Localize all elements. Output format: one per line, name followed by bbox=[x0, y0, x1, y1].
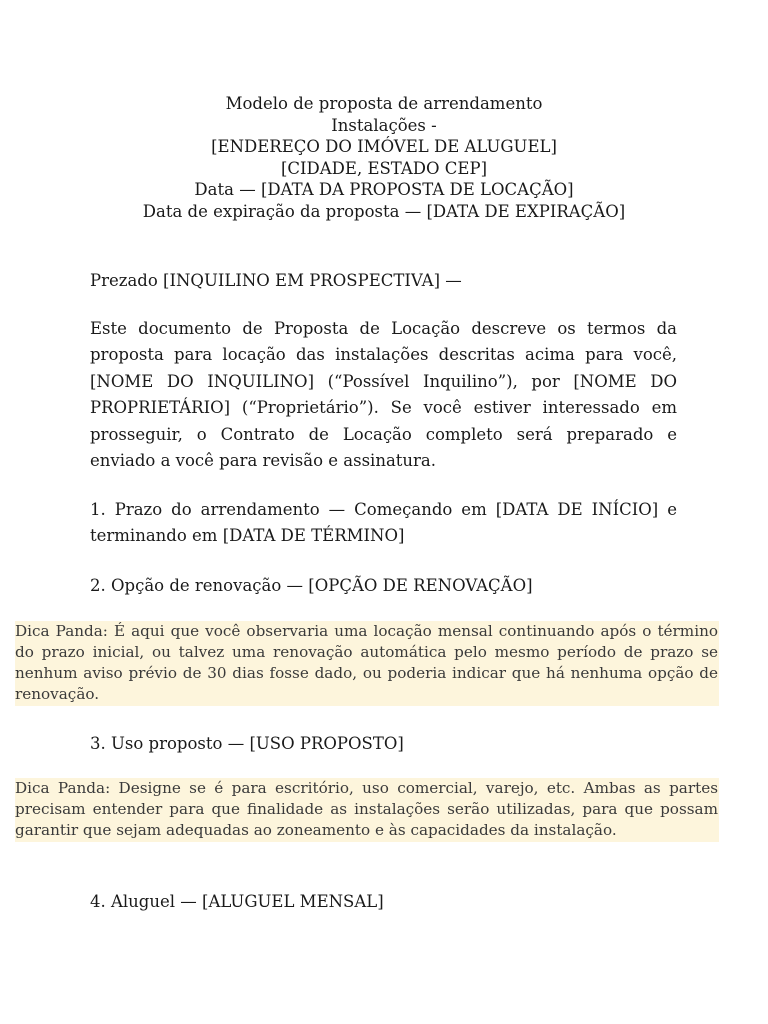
property-address: [ENDEREÇO DO IMÓVEL DE ALUGUEL] bbox=[211, 137, 557, 156]
section-proposed-use: 3. Uso proposto — [USO PROPOSTO] bbox=[90, 734, 404, 753]
intro-paragraph: Este documento de Proposta de Locação descreve os termos da proposta para locação das instalações descritas acima para você, [NOME DO INQUILINO] (“Possível Inquilino”), por [NOME DO PROPRIETÁRIO] (“Proprietário”). Se você estiver interessado em prosseguir, o Contrato de Locação completo será preparado e enviado a você para revisão e assinatura. bbox=[90, 319, 677, 471]
document-title: Modelo de proposta de arrendamento bbox=[225, 94, 543, 113]
panda-tip-use: Dica Panda: Designe se é para escritório, uso comercial, varejo, etc. Ambas as partes precisam entender para que finalidade as instalações serão utilizadas, para que possam garantir que sejam adequadas ao zoneamento e às capacidades da instalação. bbox=[15, 778, 719, 842]
proposal-date: Data — [DATA DA PROPOSTA DE LOCAÇÃO] bbox=[194, 180, 574, 199]
section-lease-term: 1. Prazo do arrendamento — Começando em [DATA DE INÍCIO] e terminando em [DATA DE TÉRMINO] bbox=[90, 500, 677, 546]
premises-label: Instalações - bbox=[331, 115, 437, 135]
section-rent: 4. Aluguel — [ALUGUEL MENSAL] bbox=[90, 892, 384, 911]
salutation: Prezado [INQUILINO EM PROSPECTIVA] — bbox=[90, 271, 462, 290]
panda-tip-renewal: Dica Panda: É aqui que você observaria uma locação mensal continuando após o término do prazo inicial, ou talvez uma renovação automática pelo mesmo período de prazo se nenhum aviso prévio de 30 dias fosse dado, ou poderia indicar que há nenhuma opção de renovação. bbox=[15, 621, 719, 706]
expiration-date: Data de expiração da proposta — [DATA DE EXPIRAÇÃO] bbox=[142, 201, 626, 221]
city-state-zip: [CIDADE, ESTADO CEP] bbox=[280, 158, 488, 178]
document-header bbox=[0, 93, 768, 222]
section-renewal-option: 2. Opção de renovação — [OPÇÃO DE RENOVAÇÃO] bbox=[90, 576, 533, 595]
